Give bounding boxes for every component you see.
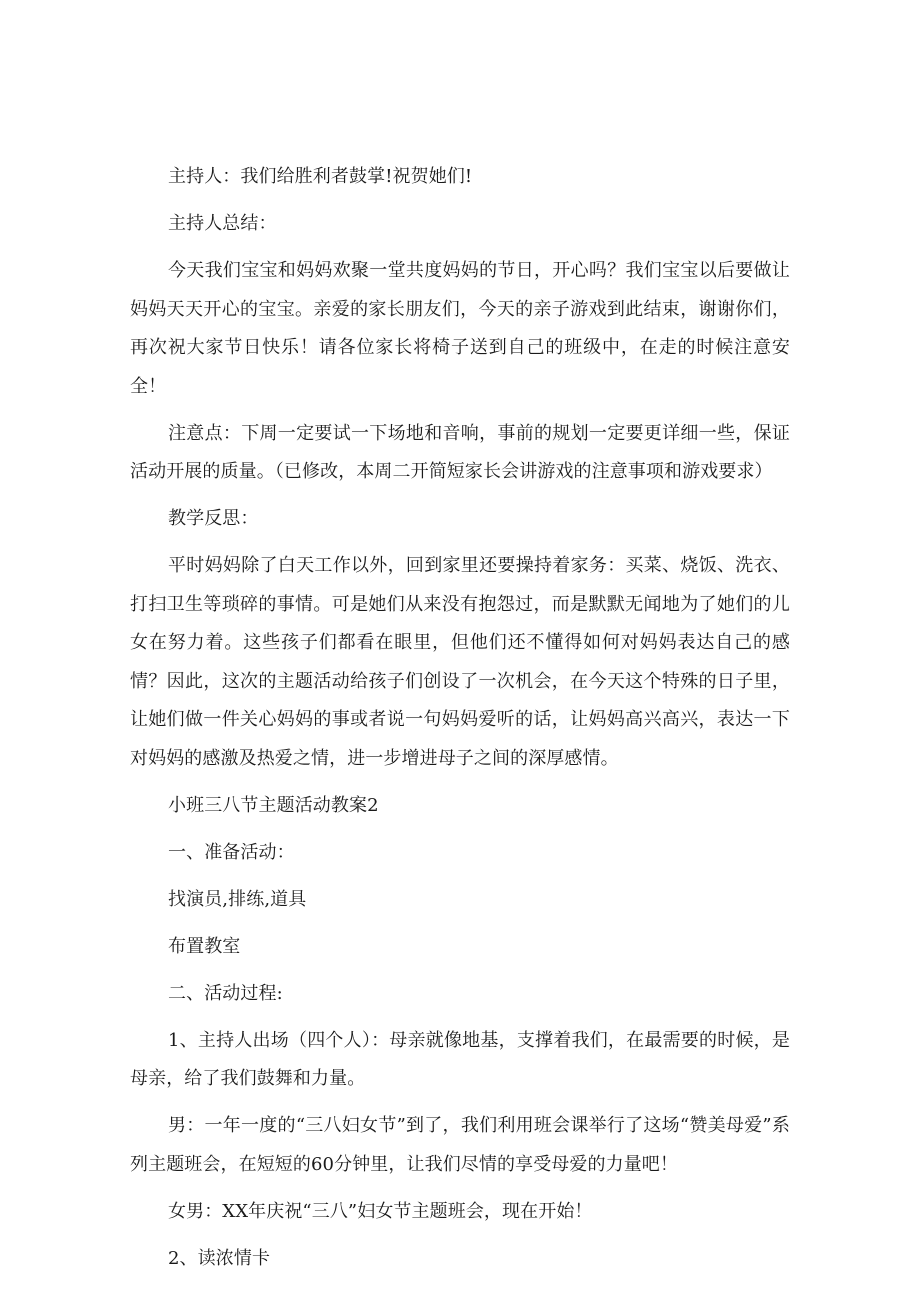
paragraph-host-entrance: 1、主持人出场（四个人）：母亲就像地基，支撑着我们，在最需要的时候，是母亲，给了我们鼓舞和力量。	[130, 1029, 790, 1089]
paragraph-notes: 注意点：下周一定要试一下场地和音响，事前的规划一定要更详细一些，保证活动开展的质量。（已修改，本周二开简短家长会讲游戏的注意事项和游戏要求）	[130, 422, 790, 482]
paragraph-host-summary: 今天我们宝宝和妈妈欢聚一堂共度妈妈的节日，开心吗？我们宝宝以后要做让妈妈天天开心的宝宝。亲爱的家长朋友们，今天的亲子游戏到此结束，谢谢你们，再次祝大家节日快乐！请各位家长将椅子送到自己的班级中，在走的时候注意安全！	[130, 260, 790, 397]
section-title-lesson-plan-2: 小班三八节主题活动教案2	[168, 794, 379, 816]
paragraph-read-card: 2、读浓情卡	[168, 1247, 271, 1269]
paragraph-female-male-line: 女男：XX年庆祝“三八”妇女节主题班会，现在开始！	[168, 1200, 593, 1222]
list-item-actors: 找演员,排练,道具	[168, 888, 307, 910]
list-item-classroom: 布置教室	[168, 935, 241, 957]
paragraph-reflection: 平时妈妈除了白天工作以外，回到家里还要操持着家务：买菜、烧饭、洗衣、打扫卫生等琐碎的事情。可是她们从来没有抱怨过，而是默默无闻地为了她们的儿女在努力着。这些孩子们都看在眼里，但他们还不懂得如何对妈妈表达自己的感情？因此，这次的主题活动给孩子们创设了一次机会，在今天这个特殊的日子里，让她们做一件关心妈妈的事或者说一句妈妈爱听的话，让妈妈高兴高兴，表达一下对妈妈的感激及热爱之情，进一步增进母子之间的深厚感情。	[130, 555, 790, 769]
heading-preparation: 一、准备活动：	[168, 841, 295, 863]
paragraph-reflection-heading: 教学反思：	[168, 508, 259, 529]
paragraph-host-applause: 主持人：我们给胜利者鼓掌!祝贺她们!	[168, 166, 473, 187]
document-body	[130, 158, 790, 1287]
paragraph-male-line: 男：一年一度的“三八妇女节”到了，我们利用班会课举行了这场“赞美母爱”系列主题班会，在短短的60分钟里，让我们尽情的享受母爱的力量吧！	[130, 1115, 790, 1175]
heading-process: 二、活动过程:	[168, 982, 283, 1004]
paragraph-host-summary-heading: 主持人总结：	[168, 213, 277, 234]
